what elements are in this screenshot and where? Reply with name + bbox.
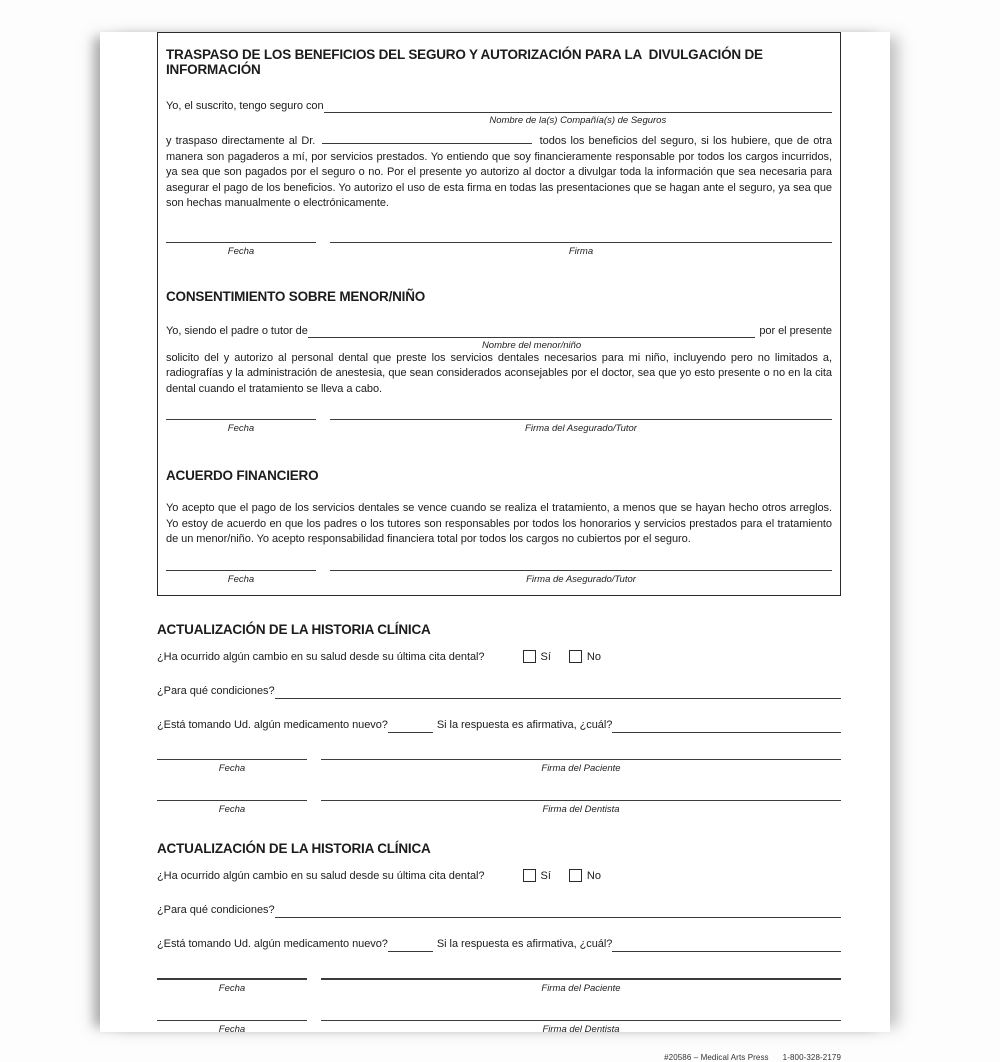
history1-q3-label: ¿Está tomando Ud. algún medicamento nuevo?: [157, 719, 388, 732]
footer-phone: 1-800-328-2179: [782, 1052, 841, 1062]
history2-dentist-signature-field: [321, 1020, 841, 1035]
financial-agreement-title: ACUERDO FINANCIERO: [166, 468, 319, 484]
history2-dentist-signature-caption: Firma del Dentista: [542, 1023, 620, 1035]
history2-q2-label: ¿Para qué condiciones?: [157, 904, 275, 917]
history1-q3-row: [157, 719, 841, 733]
doctor-name-blank-line[interactable]: [322, 134, 532, 144]
history1-medication-yn-blank-line[interactable]: [388, 719, 433, 733]
minor-consent-title: CONSENTIMIENTO SOBRE MENOR/NIÑO: [166, 288, 426, 304]
insurance-company-row: [166, 99, 832, 126]
form-number: #20586 – Medical Arts Press: [664, 1052, 769, 1062]
history2-title: ACTUALIZACIÓN DE LA HISTORIA CLÍNICA: [157, 841, 431, 857]
history-update-section-2: [157, 841, 841, 1034]
history2-q3-label: ¿Está tomando Ud. algún medicamento nuevo?: [157, 938, 388, 951]
history2-no-label: No: [586, 869, 601, 882]
history2-q2-row: [157, 904, 841, 918]
minor-signature-field: [330, 419, 832, 434]
history1-q1-label: ¿Ha ocurrido algún cambio en su salud desde su última cita dental?: [157, 650, 485, 663]
financial-date-field: [166, 570, 316, 585]
history2-yes-label: Sí: [540, 869, 551, 882]
history1-conditions-blank-line[interactable]: [275, 685, 841, 699]
history2-patient-signature-field: [321, 978, 841, 993]
minor-name-blank-line[interactable]: [308, 324, 756, 338]
minor-name-caption: Nombre del menor/niño: [481, 339, 582, 351]
minor-date-caption: Fecha: [227, 423, 255, 435]
history1-patient-signature-row: [157, 759, 841, 774]
financial-signature-row: [166, 570, 832, 585]
history2-conditions-blank-line[interactable]: [275, 904, 841, 918]
history2-patient-signature-row: [157, 978, 841, 993]
history2-q1-label: ¿Ha ocurrido algún cambio en su salud desde su última cita dental?: [157, 869, 485, 882]
insurance-company-caption: Nombre de la(s) Compañía(s) de Seguros: [489, 115, 667, 126]
insurance-signature-field: [330, 242, 832, 257]
history2-medication-blank-line[interactable]: [612, 938, 841, 952]
insurance-company-field: [324, 99, 832, 126]
history1-q1-row: [157, 650, 841, 663]
history2-medication-yn-blank-line[interactable]: [388, 938, 433, 952]
history1-patient-date-caption: Fecha: [218, 763, 246, 775]
minor-signature-caption: Firma del Asegurado/Tutor: [525, 423, 637, 435]
history1-title: ACTUALIZACIÓN DE LA HISTORIA CLÍNICA: [157, 622, 431, 638]
history1-medication-blank-line[interactable]: [612, 719, 841, 733]
history2-patient-date-field: [157, 978, 307, 993]
history1-q2-row: [157, 685, 841, 699]
insurance-company-blank-line[interactable]: [324, 99, 832, 113]
minor-consent-paragraph: solicito del y autorizo al personal dental que preste los servicios dentales necesarios para mi niño, incluyendo pero no limitados a, radiografías y la administración de anestesia, que sean considerados aconsejables por el doctor, sea que yo esto presente o no en la cita dental cuando el tratamiento se lleva a cabo.: [166, 351, 832, 395]
history2-dentist-date-field: [157, 1020, 307, 1035]
history1-dentist-signature-row: [157, 800, 841, 815]
history1-dentist-date-field: [157, 800, 307, 815]
history2-yes-checkbox[interactable]: [523, 869, 536, 882]
minor-signature-row: [166, 419, 832, 434]
history1-q2-label: ¿Para qué condiciones?: [157, 685, 275, 698]
financial-signature-field: [330, 570, 832, 585]
history1-q1-options: [523, 650, 619, 663]
history1-yes-checkbox[interactable]: [523, 650, 536, 663]
history1-dentist-signature-caption: Firma del Dentista: [542, 804, 620, 816]
insurance-date-caption: Fecha: [227, 245, 255, 257]
history1-q3-suffix: Si la respuesta es afirmativa, ¿cuál?: [436, 719, 613, 732]
financial-signature-caption: Firma de Asegurado/Tutor: [526, 574, 636, 586]
history1-no-label: No: [586, 650, 601, 663]
history2-dentist-signature-row: [157, 1020, 841, 1035]
history2-dentist-date-caption: Fecha: [218, 1023, 246, 1035]
history1-patient-date-field: [157, 759, 307, 774]
insurance-section-title: TRASPASO DE LOS BENEFICIOS DEL SEGURO Y AUTORIZACIÓN PARA LA DIVULGACIÓN DE INFORMACIÓN: [166, 47, 767, 77]
history-update-section-1: [157, 622, 841, 815]
benefit-assignment-prefix: y traspaso directamente al Dr.: [166, 135, 316, 147]
history1-patient-signature-field: [321, 759, 841, 774]
history2-patient-date-caption: Fecha: [218, 982, 246, 994]
benefit-assignment-body: todos los beneficios del seguro, si los hubiere, que de otra manera son pagaderos a mí, por servicios prestados. Yo entiendo que soy financieramente responsable por todos los cargos incurridos, ya sea que son pagados por el seguro o no. Por el presente yo autorizo al doctor a divulgar toda la información que sea necesaria para asegurar el pago de los beneficios. Yo autorizo el uso de esta firma en todas las presentaciones que se hagan ante el seguro, ya sea que son hechas manualmente o electrónicamente.: [166, 135, 832, 209]
history1-no-checkbox[interactable]: [569, 650, 582, 663]
minor-name-suffix: por el presente: [759, 324, 832, 337]
history1-patient-signature-caption: Firma del Paciente: [541, 763, 621, 775]
history1-yes-label: Sí: [540, 650, 551, 663]
history1-dentist-date-caption: Fecha: [218, 804, 246, 816]
minor-date-field: [166, 419, 316, 434]
history2-q3-suffix: Si la respuesta es afirmativa, ¿cuál?: [436, 938, 613, 951]
insurance-date-field: [166, 242, 316, 257]
history1-dentist-signature-field: [321, 800, 841, 815]
history2-no-checkbox[interactable]: [569, 869, 582, 882]
insurance-signature-row: [166, 242, 832, 257]
minor-name-row: [166, 324, 832, 351]
financial-agreement-paragraph: Yo acepto que el pago de los servicios dentales se vence cuando se realiza el tratamiento, a menos que se hayan hecho otros arreglos. Yo estoy de acuerdo en que los padres o los tutores son responsables por todos los honorarios y servicios prestados para el tratamiento de un menor/niño. Yo acepto responsabilidad financiera total por todos los cargos no cubiertos por el seguro.: [166, 502, 832, 546]
insurance-authorization-box: [157, 32, 841, 596]
history2-q1-row: [157, 869, 841, 882]
insurance-company-label: Yo, el suscrito, tengo seguro con: [166, 100, 324, 112]
minor-name-label: Yo, siendo el padre o tutor de: [166, 324, 308, 337]
history2-q1-options: [523, 869, 619, 882]
minor-name-field: [308, 324, 756, 351]
insurance-signature-caption: Firma: [568, 245, 594, 257]
benefit-assignment-paragraph: [166, 134, 832, 212]
financial-date-caption: Fecha: [227, 574, 255, 586]
form-sheet: [100, 32, 890, 1062]
form-footer: [157, 1053, 841, 1062]
history2-q3-row: [157, 938, 841, 952]
history2-patient-signature-caption: Firma del Paciente: [541, 982, 621, 994]
